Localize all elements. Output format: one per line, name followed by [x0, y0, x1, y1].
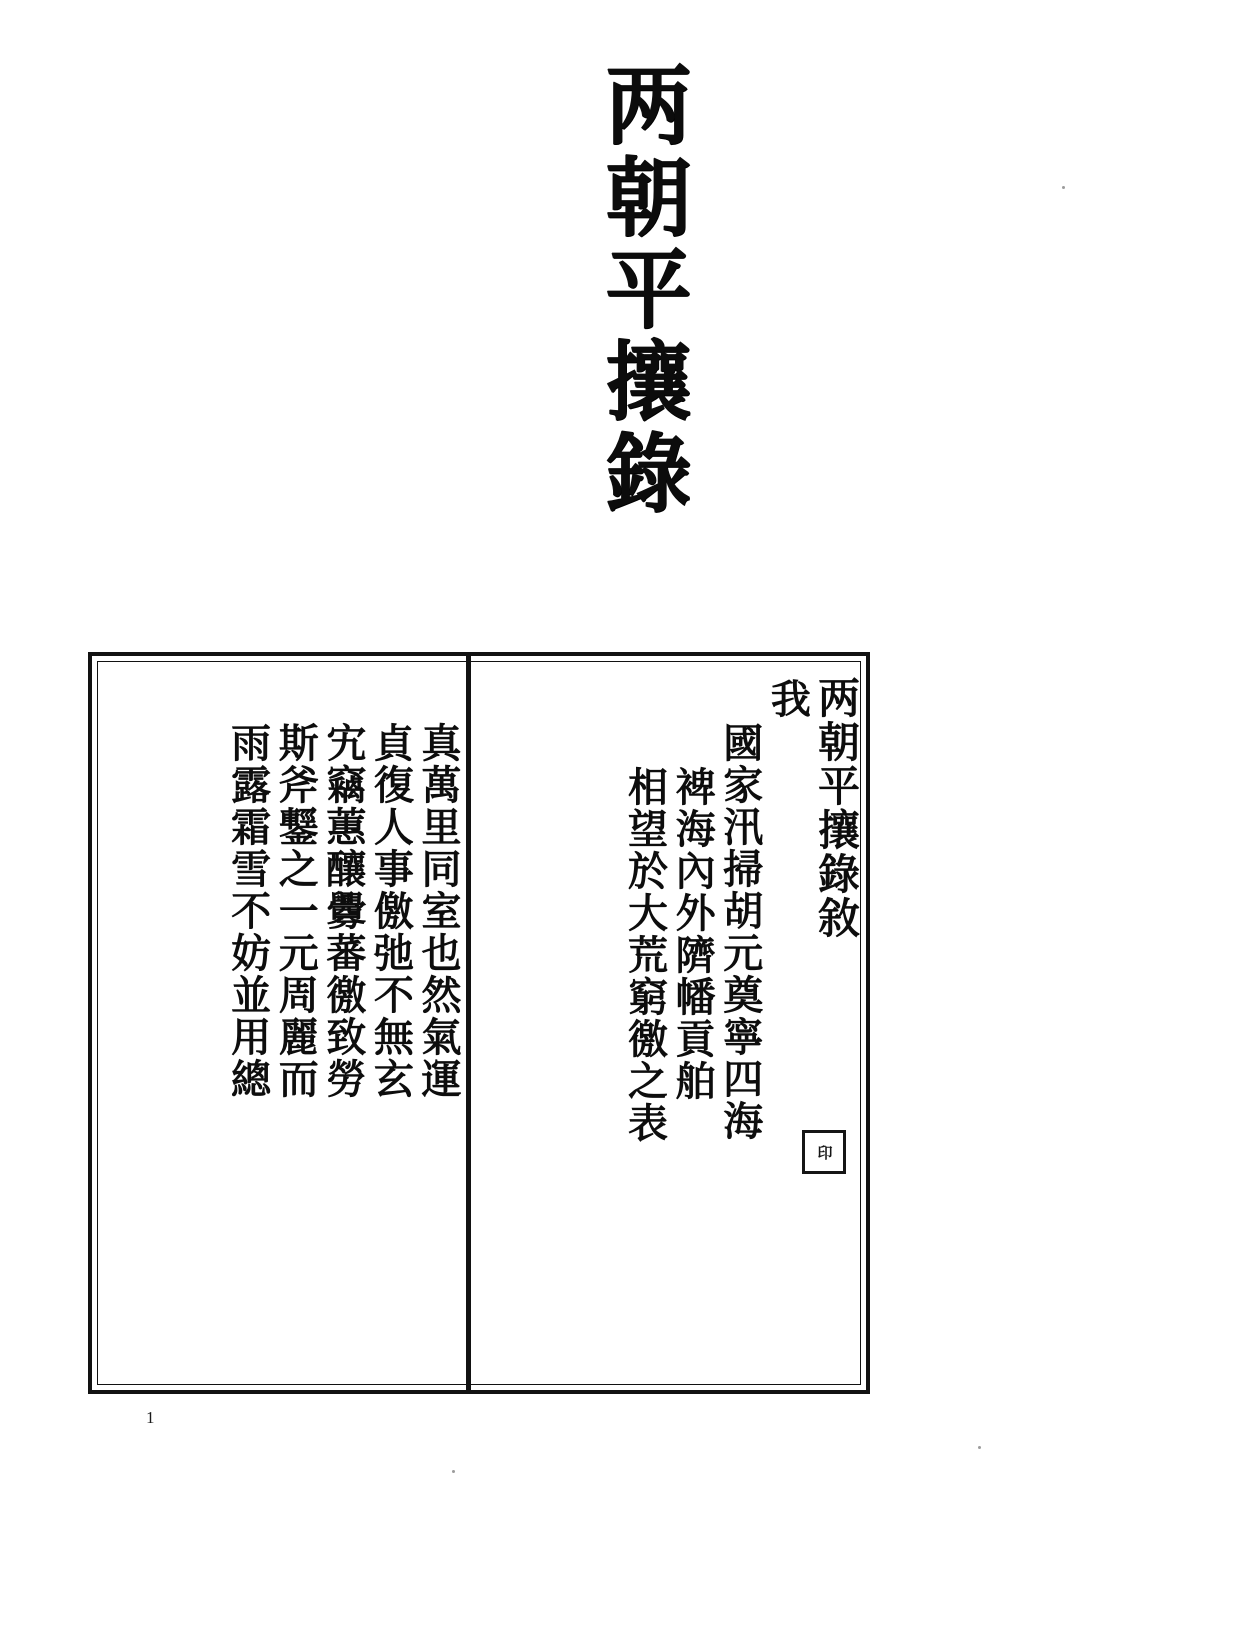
body-column-2: 裨海內外隮幡貢舶 — [669, 766, 717, 1102]
body-column-6: 宄竊蕙釀釁蕃徼致勞 — [319, 722, 367, 1100]
honorific-column: 我 — [764, 678, 812, 720]
paper-speck — [452, 1470, 455, 1473]
body-column-5: 貞復人事儌弛不無玄 — [367, 722, 415, 1100]
cover-title-text: 两朝平攘錄 — [590, 60, 692, 520]
body-column-1: 國家汛掃胡元奠寧四海 — [716, 722, 764, 1142]
paper-speck — [978, 1446, 981, 1449]
body-column-4: 真萬里同室也然氣運 — [415, 722, 462, 1100]
left-folio — [88, 652, 471, 1394]
right-folio — [492, 652, 870, 1394]
seal-stamp: 印 — [802, 1130, 846, 1174]
body-column-3: 相望於大荒窮徼之表 — [621, 766, 669, 1144]
body-column-8: 雨露霜雪不妨並用總 — [224, 722, 272, 1100]
body-column-7: 斯斧鑋之一元周麗而 — [272, 722, 320, 1100]
paper-speck — [1062, 186, 1065, 189]
woodblock-page — [88, 652, 870, 1394]
preface-title-column: 两朝平攘錄敘 — [812, 676, 861, 940]
page-number: 1 — [146, 1408, 155, 1427]
cover-title — [0, 60, 1238, 520]
